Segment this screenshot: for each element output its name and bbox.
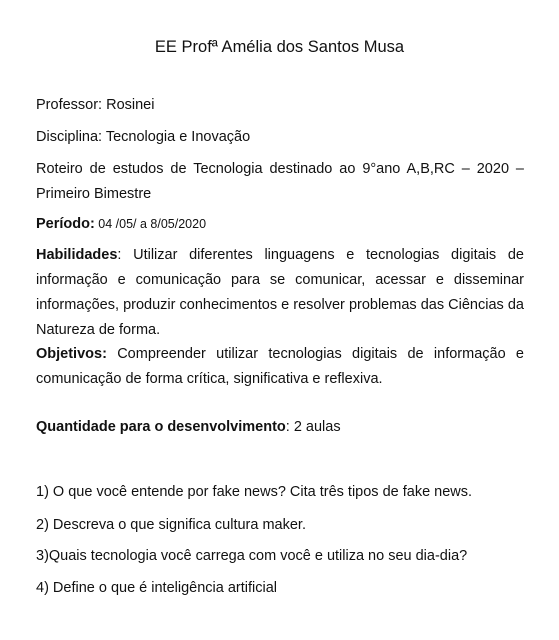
question-item: 4) Define o que é inteligência artificial — [36, 580, 277, 596]
skills-label: Habilidades — [36, 247, 118, 263]
question-item: 2) Descreva o que significa cultura maker. — [36, 517, 306, 533]
objectives-text: Compreender utilizar tecnologias digitais de informação e comunicação de forma crítica, significativa e reflexiva. — [36, 346, 524, 387]
discipline-line: Disciplina: Tecnologia e Inovação — [36, 129, 251, 145]
skills-paragraph — [36, 243, 524, 343]
study-guide-description: Roteiro de estudos de Tecnologia destinado ao 9°ano A,B,RC – 2020 – Primeiro Bimestre — [36, 161, 524, 202]
professor-line: Professor: Rosinei — [36, 97, 155, 113]
quantity-line — [36, 415, 524, 440]
question-item: 3)Quais tecnologia você carrega com você e utiliza no seu dia-dia? — [36, 548, 468, 564]
period-label: Período: — [36, 216, 95, 232]
objectives-label: Objetivos: — [36, 346, 107, 362]
period-value: 04 /05/ a 8/05/2020 — [94, 217, 207, 231]
question-item: 1) O que você entende por fake news? Cita três tipos de fake news. — [36, 484, 473, 500]
objectives-paragraph — [36, 342, 524, 392]
quantity-label: Quantidade para o desenvolvimento — [36, 419, 286, 435]
skills-text: : Utilizar diferentes linguagens e tecnologias digitais de informação e comunicação para se comunicar, acessar e disseminar informações, produzir conhecimentos e resolver problemas das Ciências da Natureza de forma. — [36, 247, 524, 338]
period-line — [36, 212, 524, 237]
school-title: EE Profª Amélia dos Santos Musa — [154, 38, 405, 56]
quantity-value: : 2 aulas — [285, 419, 341, 435]
